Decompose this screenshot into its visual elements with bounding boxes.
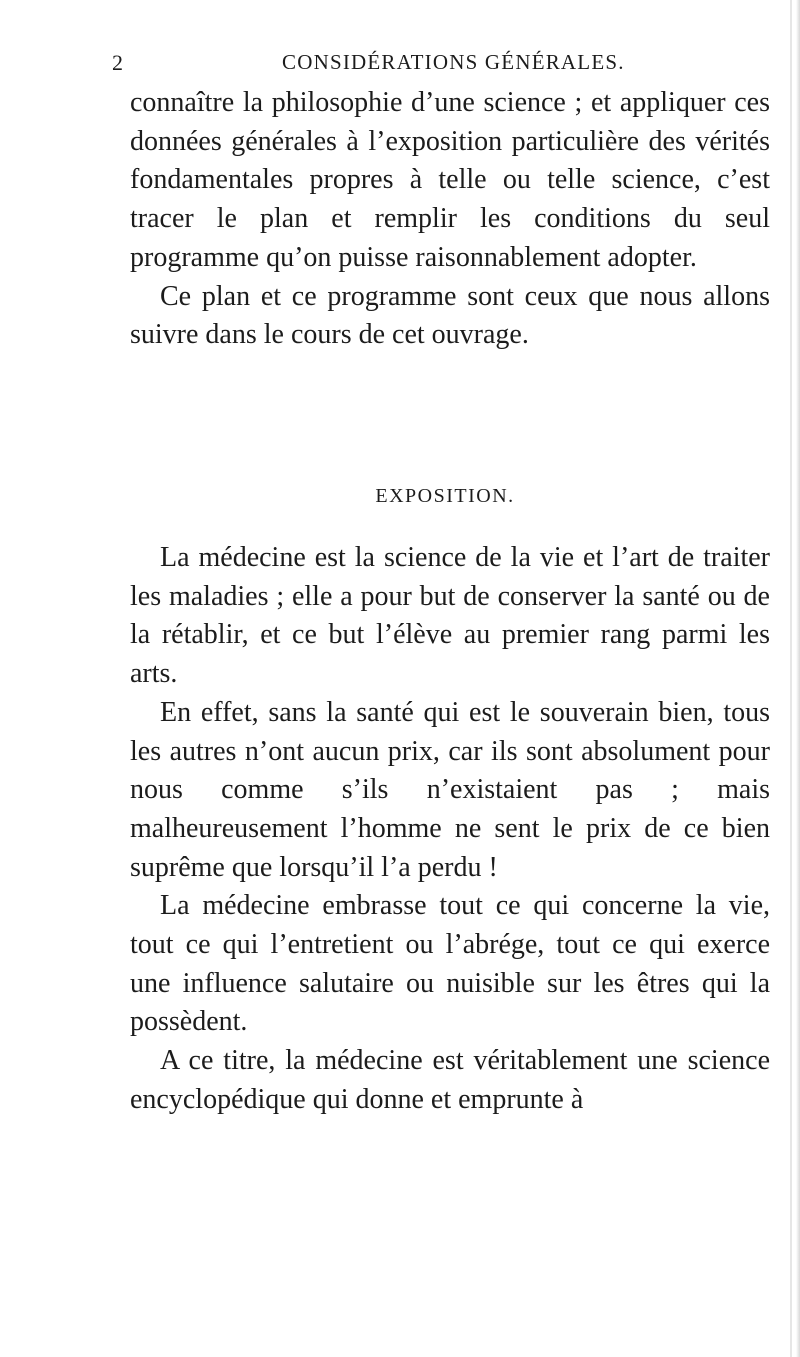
page-number: 2 <box>112 50 124 75</box>
page-edge <box>796 0 800 1357</box>
running-title: CONSIDÉRATIONS GÉNÉRALES. <box>282 50 625 74</box>
running-head <box>112 50 712 80</box>
section-text <box>130 539 770 1120</box>
section-paragraph: A ce titre, la médecine est véritablement une science encyclopédique qui donne et emprunte à <box>130 1045 770 1115</box>
intro-text <box>130 84 770 355</box>
intro-paragraph-2: Ce plan et ce programme sont ceux que nous allons suivre dans le cours de cet ouvrage. <box>130 280 770 351</box>
section-paragraph: En effet, sans la santé qui est le souverain bien, tous les autres n’ont aucun prix, car ils sont absolument pour nous comme s’ils n’existaient pas ; mais malheureusement l’homme ne sent le prix de ce bien suprême que lorsqu’il l’a perdu ! <box>130 696 770 883</box>
intro-paragraph: connaître la philosophie d’une science ; et appliquer ces données générales à l’exposition particulière des vérités fondamentales propres à telle ou telle science, c’est tracer le plan et remplir les conditions du seul programme qu’on puisse raisonnablement adopter. <box>130 87 770 273</box>
section-paragraph: La médecine embrasse tout ce qui concerne la vie, tout ce qui l’entretient ou l’abrége, tout ce qui exerce une influence salutaire ou nuisible sur les êtres qui la possèdent. <box>130 890 770 1038</box>
section-paragraph: La médecine est la science de la vie et l’art de traiter les maladies ; elle a pour but de conserver la santé ou de la rétablir, et ce but l’élève au premier rang parmi les arts. <box>130 542 770 690</box>
page-edge-shadow <box>790 0 792 1357</box>
section-heading: EXPOSITION. <box>375 485 515 507</box>
